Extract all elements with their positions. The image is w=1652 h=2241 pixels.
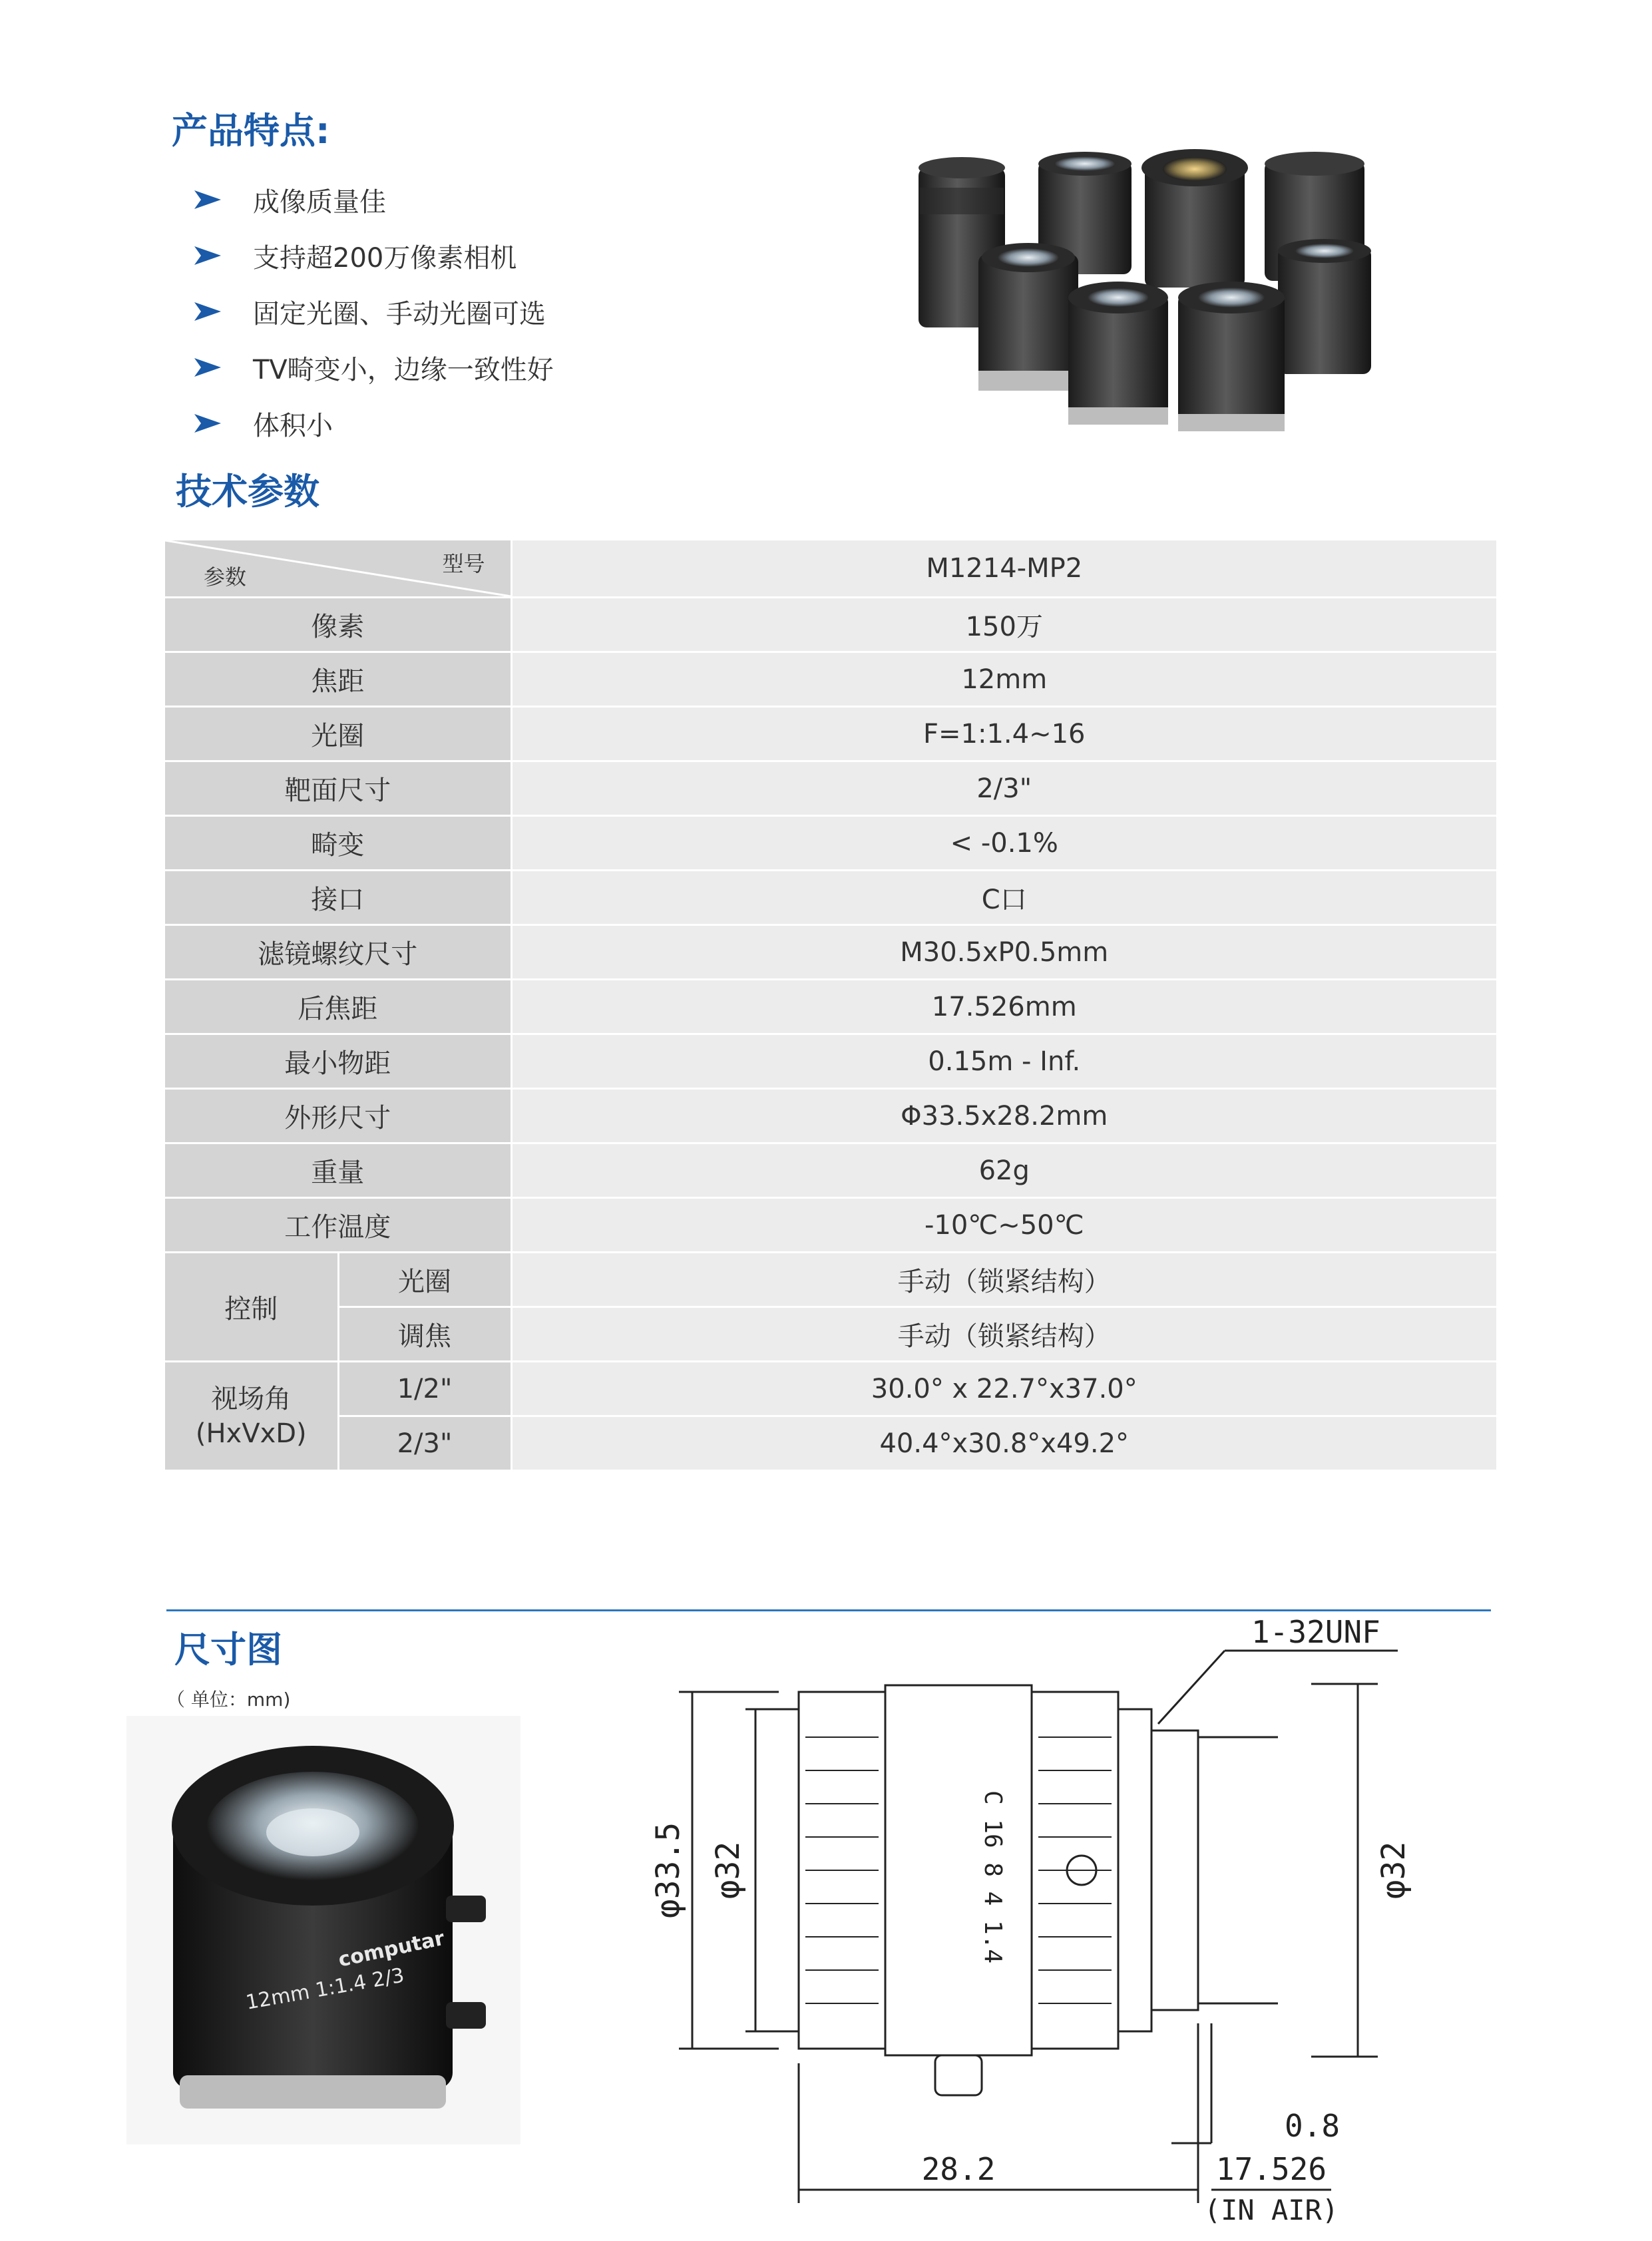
- spec-value: 150万: [511, 598, 1496, 652]
- spec-label: 焦距: [165, 652, 511, 707]
- feature-text: 支持超200万像素相机: [253, 242, 517, 274]
- spec-label: 光圈: [165, 707, 511, 761]
- spec-label: 接口: [165, 871, 511, 925]
- spec-row: [165, 1198, 1496, 1253]
- spec-row: [165, 1143, 1496, 1198]
- spec-value: < -0.1%: [511, 816, 1496, 871]
- fov-label-line1: 视场角: [211, 1383, 292, 1414]
- feature-item: [193, 339, 554, 395]
- spec-label: 靶面尺寸: [165, 761, 511, 816]
- spec-row: [165, 1307, 1496, 1362]
- spec-row: [165, 816, 1496, 871]
- dimensions-heading: 尺寸图: [174, 1629, 282, 1671]
- spec-row: [165, 1362, 1496, 1416]
- spec-label: 工作温度: [165, 1198, 511, 1253]
- spec-value: 62g: [511, 1143, 1496, 1198]
- spec-value: F=1:1.4~16: [511, 707, 1496, 761]
- control-label: 控制: [165, 1253, 338, 1362]
- lens-print: 12mm 1:1.4 2/3: [244, 1963, 407, 2015]
- fov-value: 40.4°x30.8°x49.2°: [511, 1416, 1496, 1471]
- feature-text: 固定光圈、手动光圈可选: [253, 298, 546, 329]
- spec-label: 滤镜螺纹尺寸: [165, 925, 511, 980]
- spec-value: 17.526mm: [511, 980, 1496, 1034]
- specs-heading: 技术参数: [176, 471, 319, 512]
- header-model-label: 型号: [442, 551, 485, 576]
- thread-label: 1-32UNF: [1251, 1614, 1380, 1650]
- brand-print: computar: [336, 1926, 447, 1972]
- arrow-bullet-icon: [193, 297, 225, 326]
- length-label: 28.2: [921, 2151, 996, 2187]
- back-focus-note: (IN AIR): [1203, 2194, 1339, 2226]
- spec-header-corner: [165, 540, 511, 598]
- feature-item: [193, 228, 554, 284]
- lens-product-photo: [126, 1716, 520, 2144]
- feature-text: 成像质量佳: [253, 186, 386, 218]
- spec-label: 像素: [165, 598, 511, 652]
- arrow-bullet-icon: [193, 185, 225, 214]
- body-diameter-label: φ32: [710, 1841, 747, 1900]
- feature-item: [193, 284, 554, 339]
- model-name: M1214-MP2: [511, 540, 1496, 598]
- fov-label: [165, 1362, 338, 1471]
- spec-row: [165, 1034, 1496, 1089]
- spec-row: [165, 1253, 1496, 1307]
- spec-label: 重量: [165, 1143, 511, 1198]
- mount-diameter-label: φ32: [1375, 1841, 1412, 1900]
- control-value: 手动（锁紧结构）: [511, 1307, 1496, 1362]
- spec-row: [165, 761, 1496, 816]
- control-value: 手动（锁紧结构）: [511, 1253, 1496, 1307]
- features-heading: 产品特点:: [172, 110, 330, 152]
- ring-marks: C 16 8 4 1.4: [979, 1790, 1006, 1964]
- feature-item: [193, 172, 554, 228]
- feature-text: TV畸变小，边缘一致性好: [253, 354, 554, 385]
- unit-note: （ 单位：mm): [166, 1689, 291, 1711]
- fov-sub-label: 2/3": [338, 1416, 511, 1471]
- outer-diameter-label: φ33.5: [650, 1822, 687, 1919]
- spec-value: 2/3": [511, 761, 1496, 816]
- spec-value: -10℃~50℃: [511, 1198, 1496, 1253]
- spec-row: [165, 707, 1496, 761]
- feature-list: [193, 172, 554, 451]
- feature-text: 体积小: [253, 410, 333, 441]
- spec-value: M30.5xP0.5mm: [511, 925, 1496, 980]
- fov-value: 30.0° x 22.7°x37.0°: [511, 1362, 1496, 1416]
- spec-value: Φ33.5x28.2mm: [511, 1089, 1496, 1143]
- fov-sub-label: 1/2": [338, 1362, 511, 1416]
- spec-label: 外形尺寸: [165, 1089, 511, 1143]
- feature-item: [193, 395, 554, 451]
- lens-family-photo: [905, 148, 1384, 441]
- control-sub-label: 调焦: [338, 1307, 511, 1362]
- dimension-drawing: [639, 1611, 1478, 2236]
- control-sub-label: 光圈: [338, 1253, 511, 1307]
- spec-value: 12mm: [511, 652, 1496, 707]
- back-focus-label: 17.526: [1215, 2151, 1327, 2187]
- flange-gap-label: 0.8: [1285, 2108, 1341, 2144]
- spec-label: 畸变: [165, 816, 511, 871]
- header-param-label: 参数: [204, 564, 247, 590]
- arrow-bullet-icon: [193, 353, 225, 382]
- spec-row: [165, 980, 1496, 1034]
- spec-header-row: [165, 540, 1496, 598]
- spec-value: 0.15m - Inf.: [511, 1034, 1496, 1089]
- spec-row: [165, 871, 1496, 925]
- spec-table: [165, 540, 1496, 1472]
- spec-row: [165, 598, 1496, 652]
- spec-row: [165, 925, 1496, 980]
- fov-label-line2: (HxVxD): [195, 1418, 307, 1449]
- spec-label: 后焦距: [165, 980, 511, 1034]
- arrow-bullet-icon: [193, 409, 225, 438]
- spec-label: 最小物距: [165, 1034, 511, 1089]
- spec-value: C口: [511, 871, 1496, 925]
- spec-row: [165, 1089, 1496, 1143]
- spec-row: [165, 1416, 1496, 1471]
- arrow-bullet-icon: [193, 241, 225, 270]
- spec-row: [165, 652, 1496, 707]
